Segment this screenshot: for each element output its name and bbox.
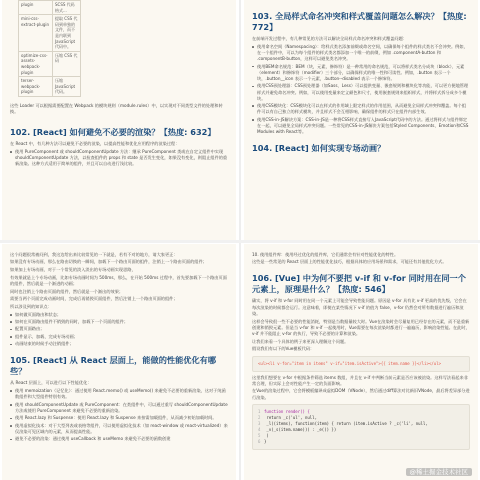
code-line: <ul><li v-for="item in items" v-if="item.isActive">{{ item.name }}</li></ul> xyxy=(258,360,442,366)
list-item: 动画结束的时候手动注销组件； xyxy=(10,341,228,347)
list-item: 使用CSS模块化：CSS模块化可以在样式的作用域上限定样式的作用范围，从而避免全局样式冲突和覆盖。每个组件可以有自己独立的样式模块，并且样式不会互相影响，确保组件的样式只在组件内部生效。 xyxy=(252,103,470,115)
paragraph: 确实，将 v-if 和 v-for 同时用在同一个元素上可能会导致性能问题。原因是 v-for 具有比 v-if 更高的优先级，它会在每次渲染的时候都会运行。这意味着，即使在某些情况下 v-if 的值为 false，v-for 仍然会对所有数据进行遍历和渲染。 xyxy=(252,298,467,316)
bullet-list xyxy=(10,388,228,442)
code-block-template xyxy=(252,356,470,372)
table-row: plugin SCSS 代码格式... xyxy=(19,1,81,15)
paragraph: 这些 Loader 可以根据需要配置在 Webpack 的模块规则（module.rules）中，以实现对不同类型文件的处理和转换。 xyxy=(10,102,223,115)
list-item: 如何在页面路由组件不销毁的同时，加载下一个页面的组件； xyxy=(10,319,228,325)
list-item: 组件显示、加载、完成专场动画； xyxy=(10,334,228,340)
paragraph: 所以涉及到的知识点： xyxy=(10,303,52,309)
table-row: optimize-css-assets-webpack-plugin 压缩 CSS 代码 xyxy=(19,51,81,76)
page-separator-horizontal xyxy=(0,240,480,243)
bullet-list xyxy=(10,312,228,348)
code-line: 6 } xyxy=(258,438,267,444)
paragraph: 有效果就是上个专场动画，比如专场动画时间为 500ms，那么，在开始 500ms 过程中，首先要加载下一个路由页面的组件，然后就是一个渐进的动画； xyxy=(10,274,227,286)
paragraph: 假设我们有以下的Vue模板代码： xyxy=(252,346,315,352)
code-line: 3 _l((items), function(item) { return (item.isActive ? _c('li', null, xyxy=(258,420,428,426)
document-page-3 xyxy=(2,244,236,480)
document-page-4 xyxy=(244,244,478,480)
site-watermark: @稀土掘金技术社区 xyxy=(406,468,473,476)
paragraph: 10. 使用组件库：使用经过优化的组件库，它们通常会有针对性能优化的特性。 xyxy=(252,251,399,257)
section-heading-102: 102. [React] 如何避免不必要的渲染？【热度: 632】 xyxy=(10,127,216,138)
list-item: 使用BEM命名规范：BEM（块，元素，修饰符）是一种常用的命名规范，可以将样式类名分成块（block）、元素（element）和修饰符（modifier）三个部分，以确保样式的唯一性和可读性。例如，.button 表示一个块，.button__icon 表示一个元素，.button--disabled 表示一个修饰符。 xyxy=(252,64,470,83)
paragraph: 让我们来看一个具体的例子来更深入理解这个问题。 xyxy=(252,338,349,344)
bullet-list xyxy=(10,149,228,168)
code-line: 2 return _c('ul', null, xyxy=(258,414,317,420)
paragraph: 需要当两个页面完成动画时间，完成后再销毁页面组件，然后注销上一个路由页面的组件； xyxy=(10,296,178,302)
bullet-list xyxy=(252,44,470,136)
code-line: 1 function render() { xyxy=(258,408,310,414)
section-heading-106: 106. [Vue] 中为何不要把 v-if 和 v-for 同时用在同一个元素上，原理是什么？【热度: 546】 xyxy=(252,273,466,295)
section-heading-104: 104. [React] 如何实现专场动画？ xyxy=(252,143,386,154)
paragraph: 从 React 层面上，可以进行以下性能优化： xyxy=(10,380,92,386)
paragraph: 在前端开发过程中，有几种常见的方法可以解决全局样式命名冲突和样式覆盖问题： xyxy=(252,36,407,41)
list-item: 使用 shouldComponentUpdate 或 PureComponent：在类组件中，可以通过重写 shouldComponentUpdate 方法或使用 PureComponent 来避免不必要的重新渲染。 xyxy=(10,402,228,414)
table-row: terser-webpack-plugin 压缩 JavaScript 代码。 xyxy=(19,77,81,97)
paragraph: 如果加上专场动画，对于一个常见的淡入淡出的专场动画实现思路， xyxy=(10,266,136,272)
section-heading-103: 103. 全局样式命名冲突和样式覆盖问题怎么解决？【热度: 772】 xyxy=(252,11,467,32)
paragraph: 这里我们想要在 v-for 中根据条件筛选 items 数组，并且在 v-if 中判断当前元素是否应该被渲染。这样写法看起来非常合理，但实际上会对性能产生一定的负面影响。 xyxy=(252,374,468,386)
paragraph: 这个问题很常被问到，我这边给出来比较常见的一下就是，若有不对的地方，请大家更正： xyxy=(10,251,178,257)
list-item: 使用命名空间（Namespacing）：给样式类名添加前缀或命名空间，以确保每个组件的样式类名不会冲突。例如，在一个组件中，可以为每个组件的样式类名都添加一个唯一的前缀，例如 .componentA-button 和 .componentB-button，这样可以避免类名冲突。 xyxy=(252,44,470,63)
document-page-1 xyxy=(2,0,236,240)
list-item: 如何做页面路由和状态； xyxy=(10,312,228,318)
paragraph: 这些是一些常见的 React 层面上的性能优化技巧，根据具体的应用场景和需求，可能还有其他优化方式。 xyxy=(252,259,447,265)
paragraph: 在 React 中，有几种方法可以避免不必要的渲染，以提高性能和优化应用程序的渲染过程： xyxy=(10,141,180,147)
list-item: 使用CSS-in-JS解决方案：CSS-in-JS是一种将CSS样式直接写入JavaScript代码中的方法。通过将样式与组件绑定在一起，可以避免全局样式冲突问题。一些常见的CSS-in-JS解决方案包括Styled Components、Emotion和CSS Modules with React等。 xyxy=(252,117,470,136)
loader-plugin-table xyxy=(18,0,81,97)
paragraph: 同时也注销上个路由页面的组件，然后就是一个渐出的效果； xyxy=(10,288,124,294)
section-heading-105: 105. [React] 从 React 层面上，能做的性能优化有哪些？ xyxy=(10,355,217,377)
list-item: 使用 PureComponent 或 shouldComponentUpdate 方法：继承 PureComponent 类或在自定义组件中实现 shouldComponentUpdate 方法，以检查组件的 props 和 state 是否发生变化，如果没有变化，则阻止组件的重新渲染。这种方式适用于简单的组件，并且可以自动进行浅比较。 xyxy=(10,149,228,168)
code-line: 4 _v(_s(item.name))) : _e()) }) xyxy=(258,426,337,432)
paragraph: 在Vue的渲染过程中，它会将模板编译成虚拟DOM（VNode），然后通过diff算法对比新旧VNode，最后将差异部分进行渲染。 xyxy=(252,388,470,400)
list-item: 使用 memoization（记忆化）：通过使用 React.memo() 或 useMemo() 来避免不必要的重新渲染，这对于纯函数组件和大型组件特别有效。 xyxy=(10,388,228,400)
paragraph: 这样会导致很一些不必要的性能消耗，特别是当数据量较大时。Vue在渲染时会尽量复用已经存在的元素，而不是重新创建和销毁元素。但是当 v-for 和 v-if 一起使用时，Vue需要在每次渲染时都进行一遍遍历，影响渲染性能。在此时，v-if 并不能阻止 v-for 的执行，导致不必要的计算和渲染。 xyxy=(252,318,470,336)
paragraph: 如果没有专场动画，那么在路由切换的一瞬间，加载下一个路由页面的组件，注销上一个路由页面的组件； xyxy=(10,259,207,265)
list-item: 避免不必要的渲染：通过使用 useCallback 和 useMemo 来避免不必要的函数创建 xyxy=(10,436,228,442)
table-row: mini-css-extract-plugin 提取 CSS 代码到单独的文件，而不是内联到 JavaScript 代码中。 xyxy=(19,15,81,52)
document-page-2 xyxy=(244,0,478,240)
list-item: 使用虚拟化技术：对于大型列表或表格等组件，可以使用虚拟化技术（如 react-window 或 react-virtualized）来仅渲染可见区域内的元素，从而提高性能。 xyxy=(10,423,228,435)
list-item: 配置页面路由； xyxy=(10,326,228,332)
code-block-render xyxy=(252,404,470,450)
code-line: 5 ) xyxy=(258,432,269,438)
list-item: 使用 React.lazy 和 Suspense：使用 React.lazy 和 Suspense 来按需加载组件，从而减少初始加载时间。 xyxy=(10,415,228,421)
list-item: 使用CSS预处理器：CSS预处理器（如Sass、Less）可以提供变量、嵌套规则和模块化等功能，可以更方便地管理样式并避免命名冲突。例如，可以使用变量来定义颜色和尺寸，使用嵌套规则来组织样式，并将样式拆分成多个模块。 xyxy=(252,83,470,102)
